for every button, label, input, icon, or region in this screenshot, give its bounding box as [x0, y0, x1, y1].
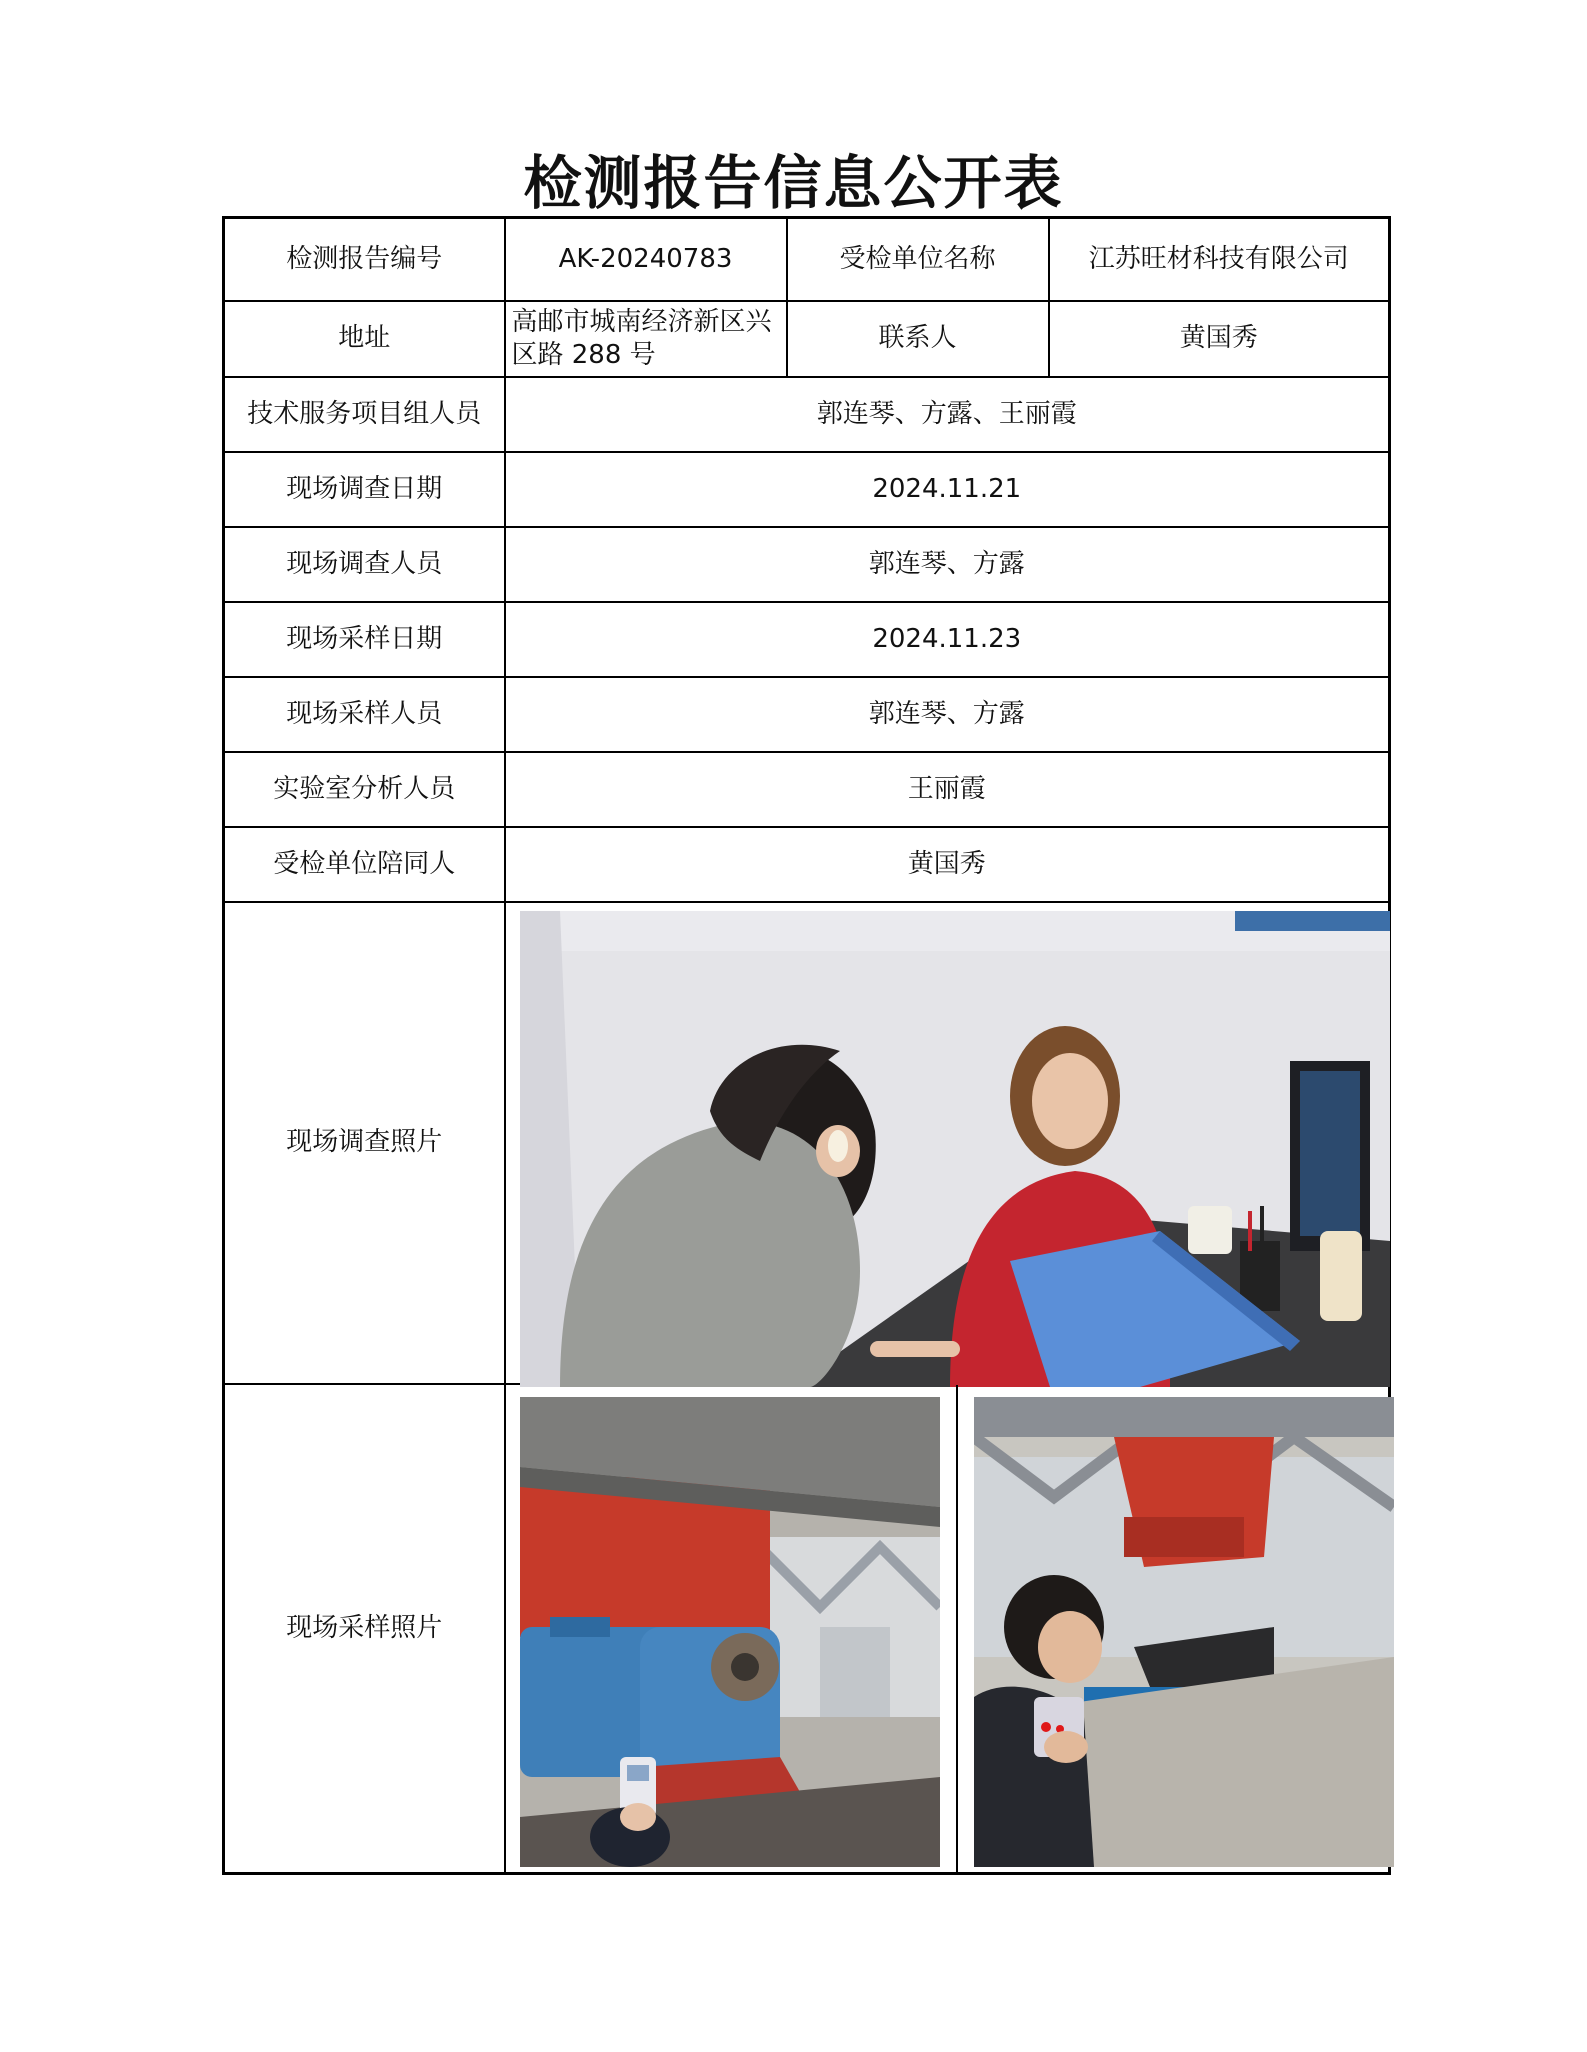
sampling-staff-label: 现场采样人员: [224, 677, 505, 752]
survey-staff-value: 郭连琴、方露: [505, 527, 1390, 602]
unit-name-value: 江苏旺材科技有限公司: [1049, 218, 1390, 301]
contact-label: 联系人: [787, 301, 1049, 377]
survey-date-label: 现场调查日期: [224, 452, 505, 527]
address-value: 高邮市城南经济新区兴区路 288 号: [505, 301, 787, 377]
unit-name-label: 受检单位名称: [787, 218, 1049, 301]
photo-divider: [956, 1385, 958, 1873]
sampling-photo-right-image: [974, 1397, 1394, 1867]
table-row: [224, 377, 1390, 452]
page-title: 检测报告信息公开表: [523, 149, 1064, 217]
survey-photo: [520, 911, 1390, 1387]
contact-value: 黄国秀: [1049, 301, 1390, 377]
escort-label: 受检单位陪同人: [224, 827, 505, 902]
table-row: [224, 218, 1390, 301]
sampling-staff-value: 郭连琴、方露: [505, 677, 1390, 752]
survey-photo-cell: [505, 902, 1390, 1384]
sampling-date-value: 2024.11.23: [505, 602, 1390, 677]
table-row: [224, 752, 1390, 827]
sampling-date-label: 现场采样日期: [224, 602, 505, 677]
table-row: [224, 301, 1390, 377]
sampling-photo-right: [974, 1397, 1394, 1867]
team-value: 郭连琴、方露、王丽霞: [505, 377, 1390, 452]
survey-staff-label: 现场调查人员: [224, 527, 505, 602]
sampling-photo-cell: [505, 1384, 1390, 1874]
team-label: 技术服务项目组人员: [224, 377, 505, 452]
table-row: [224, 527, 1390, 602]
report-no-label: 检测报告编号: [224, 218, 505, 301]
table-row: [224, 677, 1390, 752]
sampling-photo-left: [520, 1397, 940, 1867]
report-table: [222, 216, 1391, 1875]
table-row: [224, 1384, 1390, 1874]
sampling-photo-label: 现场采样照片: [224, 1384, 505, 1874]
address-label: 地址: [224, 301, 505, 377]
lab-staff-label: 实验室分析人员: [224, 752, 505, 827]
table-row: [224, 902, 1390, 1384]
lab-staff-value: 王丽霞: [505, 752, 1390, 827]
table-row: [224, 827, 1390, 902]
table-row: [224, 452, 1390, 527]
report-no-value: AK-20240783: [505, 218, 787, 301]
survey-photo-image: [520, 911, 1390, 1387]
table-row: [224, 602, 1390, 677]
survey-date-value: 2024.11.21: [505, 452, 1390, 527]
survey-photo-label: 现场调查照片: [224, 902, 505, 1384]
sampling-photo-left-image: [520, 1397, 940, 1867]
escort-value: 黄国秀: [505, 827, 1390, 902]
